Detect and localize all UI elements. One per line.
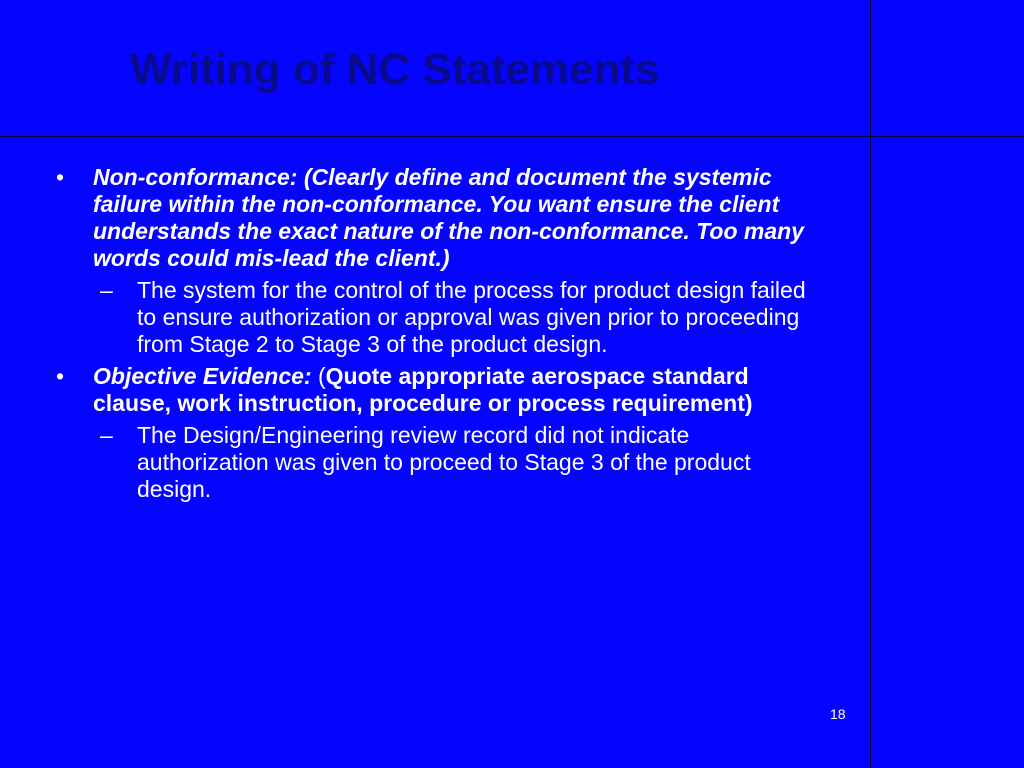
slide-body: [56, 164, 826, 508]
dash-icon: –: [100, 422, 113, 448]
sub-bullet-objective-evidence: [56, 422, 817, 503]
bullet-objective-evidence: [56, 363, 826, 417]
paren-open: (: [317, 363, 326, 389]
bullet-nonconformance: [56, 164, 826, 272]
bullet-icon: •: [56, 164, 65, 190]
objective-evidence-label: Objective Evidence:: [93, 363, 318, 389]
vertical-divider: [870, 0, 871, 768]
slide-title: Writing of NC Statements: [130, 45, 660, 94]
sub-bullet-nonconformance: [56, 277, 817, 358]
nonconformance-example: The system for the control of the process for product design failed to ensure authorization or approval was given prior to proceeding from Stage 2 to Stage 3 of the product design.: [137, 277, 806, 357]
objective-evidence-text: Quote appropriate aerospace standard clause, work instruction, procedure or process requirement): [93, 363, 753, 416]
bullet-icon: •: [56, 363, 65, 389]
horizontal-divider: [0, 136, 1024, 137]
page-number: 18: [830, 706, 846, 722]
dash-icon: –: [100, 277, 113, 303]
objective-evidence-example: The Design/Engineering review record did not indicate authorization was given to proceed to Stage 3 of the product design.: [137, 422, 751, 502]
nonconformance-text: Non-conformance: (Clearly define and document the systemic failure within the non-conformance. You want ensure the client understands the exact nature of the non-conformance. Too many words could mis-lead the client.): [93, 164, 804, 271]
